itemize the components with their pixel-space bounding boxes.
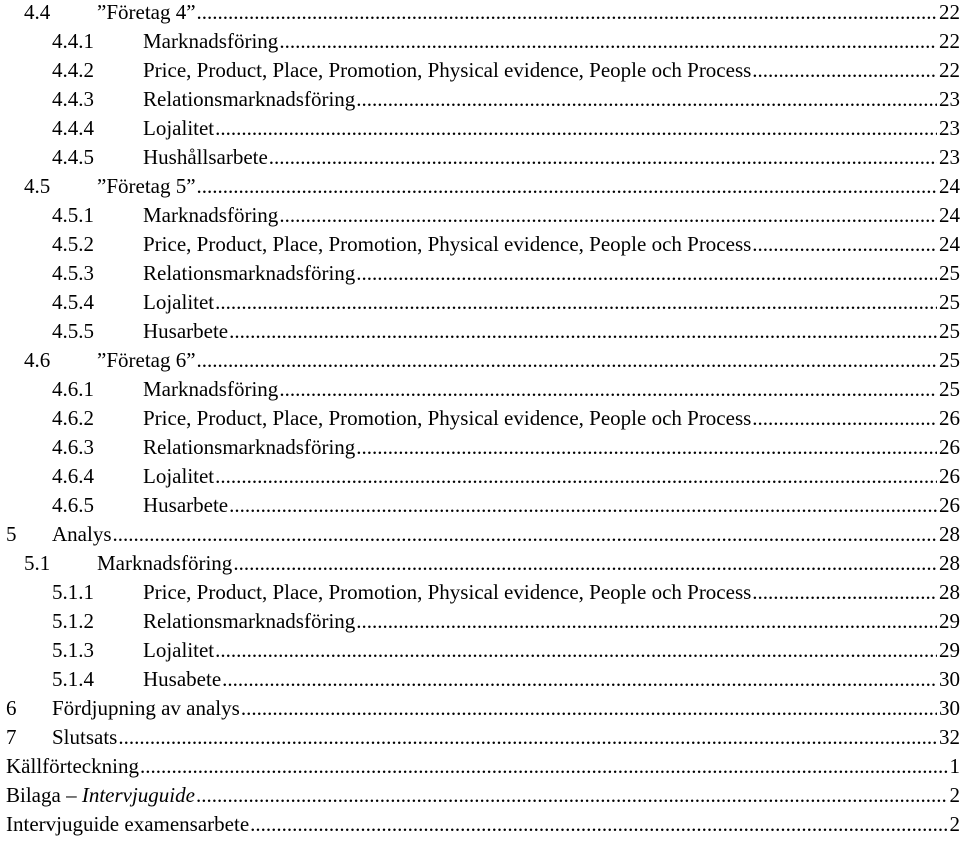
dot-leader xyxy=(215,288,937,317)
toc-entry-page-number: 29 xyxy=(937,607,960,636)
toc-entry-title: Relationsmarknadsföring xyxy=(143,259,356,288)
toc-entry[interactable] xyxy=(0,694,960,723)
toc-entry-page-number: 23 xyxy=(937,143,960,172)
toc-entry-title: Relationsmarknadsföring xyxy=(143,433,356,462)
dot-leader xyxy=(356,607,937,636)
toc-entry-page-number: 29 xyxy=(937,636,960,665)
toc-entry[interactable] xyxy=(0,607,960,636)
toc-entry-page-number: 28 xyxy=(937,520,960,549)
toc-entry[interactable] xyxy=(0,259,960,288)
toc-entry-number: 4.4.1 xyxy=(52,29,94,53)
toc-entry[interactable] xyxy=(0,752,960,781)
toc-entry-number: 4.5.4 xyxy=(52,290,94,314)
toc-entry[interactable] xyxy=(0,143,960,172)
toc-entry-title: Price, Product, Place, Promotion, Physical evidence, People och Process xyxy=(143,56,752,85)
toc-entry-number: 5 xyxy=(6,522,17,546)
toc-entry-page-number: 24 xyxy=(937,201,960,230)
toc-entry-page-number: 30 xyxy=(937,665,960,694)
dot-leader xyxy=(752,404,937,433)
toc-entry-title: Husarbete xyxy=(143,317,229,346)
toc-entry-page-number: 25 xyxy=(937,288,960,317)
toc-entry-page-number: 24 xyxy=(937,230,960,259)
toc-entry-page-number: 25 xyxy=(937,375,960,404)
toc-entry-number: 4.5.5 xyxy=(52,319,94,343)
toc-entry-page-number: 22 xyxy=(937,0,960,27)
toc-entry-page-number: 28 xyxy=(937,578,960,607)
dot-leader xyxy=(197,346,937,375)
dot-leader xyxy=(233,549,937,578)
dot-leader xyxy=(140,752,948,781)
toc-entry-title: ”Företag 4” xyxy=(97,0,197,27)
toc-entry-page-number: 25 xyxy=(937,259,960,288)
toc-entry-title: Lojalitet xyxy=(143,462,215,491)
toc-entry-page-number: 2 xyxy=(948,810,960,839)
toc-entry-number: 4.5.3 xyxy=(52,261,94,285)
toc-entry[interactable] xyxy=(0,636,960,665)
toc-entry-title: Lojalitet xyxy=(143,636,215,665)
toc-entry[interactable] xyxy=(0,114,960,143)
toc-entry-title: Lojalitet xyxy=(143,114,215,143)
toc-entry-number: 4.6.4 xyxy=(52,464,94,488)
toc-entry[interactable] xyxy=(0,491,960,520)
toc-entry-page-number: 26 xyxy=(937,462,960,491)
toc-entry-page-number: 26 xyxy=(937,491,960,520)
toc-entry-page-number: 25 xyxy=(937,346,960,375)
dot-leader xyxy=(229,317,937,346)
dot-leader xyxy=(356,85,937,114)
toc-entry[interactable] xyxy=(0,346,960,375)
toc-entry[interactable] xyxy=(0,230,960,259)
toc-entry-title: Marknadsföring xyxy=(143,201,279,230)
toc-entry-title: Lojalitet xyxy=(143,288,215,317)
dot-leader xyxy=(113,520,938,549)
dot-leader xyxy=(356,433,937,462)
toc-entry-page-number: 22 xyxy=(937,27,960,56)
toc-entry-number: 5.1.4 xyxy=(52,667,94,691)
toc-entry-page-number: 2 xyxy=(948,781,960,810)
toc-entry[interactable] xyxy=(0,433,960,462)
toc-entry-number: 4.4.3 xyxy=(52,87,94,111)
toc-entry-page-number: 23 xyxy=(937,114,960,143)
toc-entry[interactable] xyxy=(0,85,960,114)
dot-leader xyxy=(118,723,937,752)
toc-entry[interactable] xyxy=(0,27,960,56)
toc-entry-number: 4.4.2 xyxy=(52,58,94,82)
dot-leader xyxy=(215,114,937,143)
toc-entry-number: 4.4.4 xyxy=(52,116,94,140)
toc-entry-title: Analys xyxy=(52,520,113,549)
toc-entry-number: 4.5 xyxy=(24,174,51,198)
toc-entry-title: Husarbete xyxy=(143,491,229,520)
toc-entry-page-number: 22 xyxy=(937,56,960,85)
toc-entry[interactable] xyxy=(0,578,960,607)
toc-entry-title: Relationsmarknadsföring xyxy=(143,85,356,114)
toc-entry-title: ”Företag 5” xyxy=(97,172,197,201)
toc-entry-number: 5.1 xyxy=(24,551,51,575)
toc-entry-number: 5.1.2 xyxy=(52,609,94,633)
dot-leader xyxy=(197,172,937,201)
dot-leader xyxy=(752,230,937,259)
dot-leader xyxy=(222,665,937,694)
dot-leader xyxy=(356,259,937,288)
toc-entry-title: Slutsats xyxy=(52,723,118,752)
toc-entry-title: Källförteckning xyxy=(6,752,140,781)
toc-entry-number: 5.1.3 xyxy=(52,638,94,662)
toc-entry[interactable] xyxy=(0,317,960,346)
toc-entry-page-number: 1 xyxy=(948,752,960,781)
toc-entry-page-number: 28 xyxy=(937,549,960,578)
toc-entry-title: Husabete xyxy=(143,665,222,694)
dot-leader xyxy=(229,491,937,520)
toc-entry[interactable] xyxy=(0,404,960,433)
toc-entry-title: Relationsmarknadsföring xyxy=(143,607,356,636)
toc-entry-number: 4.6.5 xyxy=(52,493,94,517)
toc-entry-title: Hushållsarbete xyxy=(143,143,269,172)
dot-leader xyxy=(269,143,937,172)
toc-entry-number: 4.5.1 xyxy=(52,203,94,227)
toc-entry[interactable] xyxy=(0,810,960,839)
toc-entry[interactable] xyxy=(0,172,960,201)
toc-entry-number: 4.6 xyxy=(24,348,51,372)
toc-entry[interactable] xyxy=(0,781,960,810)
toc-entry-number: 6 xyxy=(6,696,17,720)
toc-entry[interactable] xyxy=(0,201,960,230)
toc-entry-title: Marknadsföring xyxy=(143,27,279,56)
dot-leader xyxy=(752,56,937,85)
toc-entry[interactable] xyxy=(0,0,960,27)
toc-entry-title: Bilaga – Intervjuguide xyxy=(6,781,196,810)
toc-entry-title: Fördjupning av analys xyxy=(52,694,241,723)
toc-entry-title: Intervjuguide examensarbete xyxy=(6,810,250,839)
toc-entry-number: 5.1.1 xyxy=(52,580,94,604)
toc-entry-number: 7 xyxy=(6,725,17,749)
toc-entry-page-number: 25 xyxy=(937,317,960,346)
toc-entry-title: Price, Product, Place, Promotion, Physical evidence, People och Process xyxy=(143,404,752,433)
toc-entry-number: 4.6.1 xyxy=(52,377,94,401)
toc-entry[interactable] xyxy=(0,665,960,694)
dot-leader xyxy=(241,694,937,723)
toc-entry-page-number: 23 xyxy=(937,85,960,114)
toc-entry[interactable] xyxy=(0,288,960,317)
toc-entry-title: ”Företag 6” xyxy=(97,346,197,375)
toc-entry-number: 4.4 xyxy=(24,0,51,24)
toc-entry-title: Price, Product, Place, Promotion, Physical evidence, People och Process xyxy=(143,578,752,607)
toc-entry-number: 4.6.3 xyxy=(52,435,94,459)
dot-leader xyxy=(279,201,937,230)
dot-leader xyxy=(279,27,937,56)
toc-entry-page-number: 30 xyxy=(937,694,960,723)
toc-entry[interactable] xyxy=(0,549,960,578)
dot-leader xyxy=(752,578,937,607)
toc-entry-number: 4.5.2 xyxy=(52,232,94,256)
toc-entry-page-number: 24 xyxy=(937,172,960,201)
toc-entry-title: Marknadsföring xyxy=(97,549,233,578)
dot-leader xyxy=(196,781,948,810)
dot-leader xyxy=(215,636,937,665)
toc-entry-number: 4.6.2 xyxy=(52,406,94,430)
toc-entry[interactable] xyxy=(0,520,960,549)
toc-entry[interactable] xyxy=(0,375,960,404)
dot-leader xyxy=(250,810,947,839)
toc-entry[interactable] xyxy=(0,56,960,85)
toc-entry-title: Marknadsföring xyxy=(143,375,279,404)
toc-entry-page-number: 26 xyxy=(937,433,960,462)
dot-leader xyxy=(215,462,937,491)
dot-leader xyxy=(279,375,937,404)
toc-entry[interactable] xyxy=(0,723,960,752)
toc-entry-page-number: 26 xyxy=(937,404,960,433)
toc-entry-page-number: 32 xyxy=(937,723,960,752)
toc-entry-title-italic: Intervjuguide xyxy=(81,783,195,807)
toc-entry[interactable] xyxy=(0,462,960,491)
dot-leader xyxy=(197,0,937,27)
toc-entry-number: 4.4.5 xyxy=(52,145,94,169)
toc-entry-title: Price, Product, Place, Promotion, Physical evidence, People och Process xyxy=(143,230,752,259)
